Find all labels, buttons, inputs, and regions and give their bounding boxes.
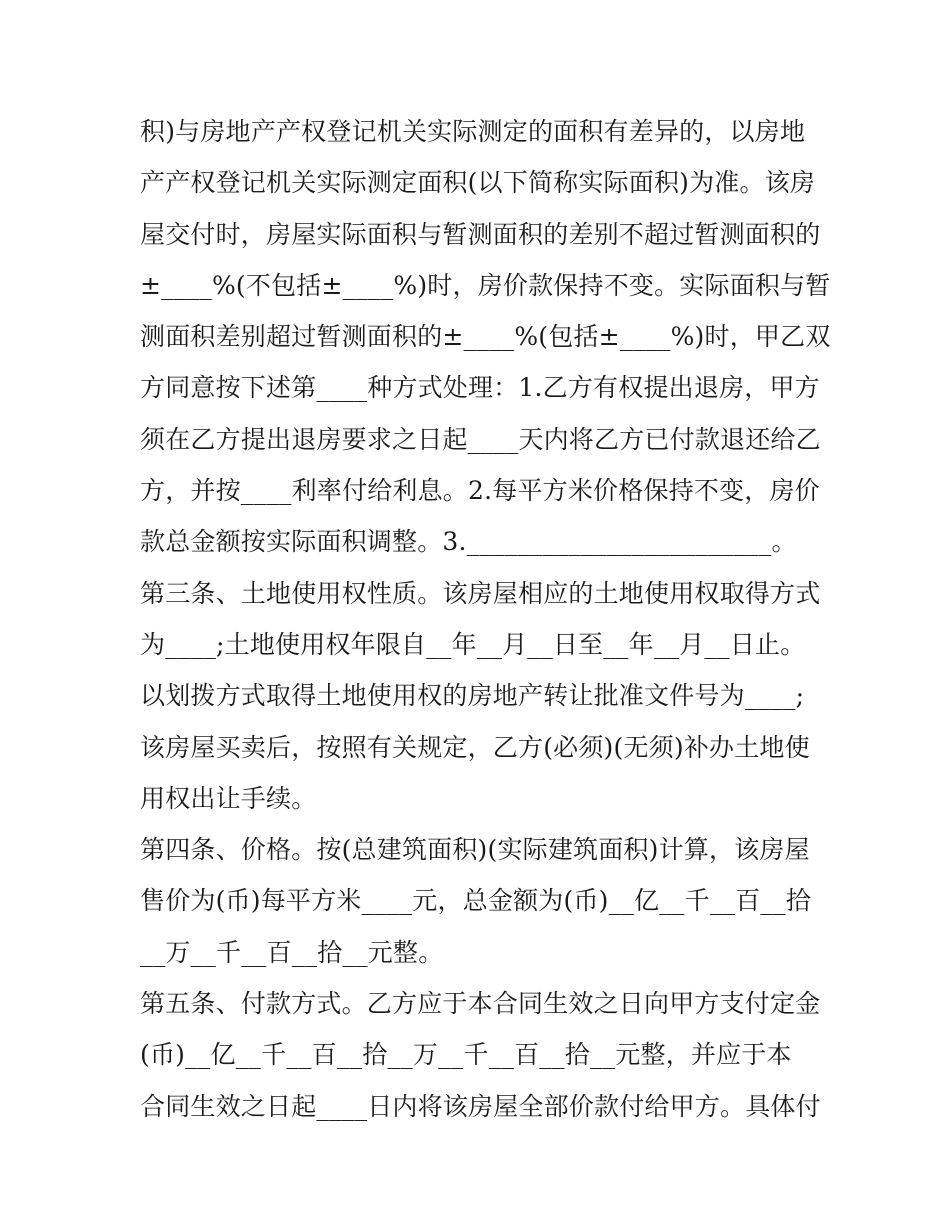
article-5-heading-line: 第五条、付款方式。乙方应于本合同生效之日向甲方支付定金 [140,989,821,1019]
text-line: 该房屋买卖后，按照有关规定，乙方(必须)(无须)补办土地使 [140,732,810,762]
text-line: 用权出让手续。 [140,783,317,813]
text-line: 合同生效之日起____日内将该房屋全部价款付给甲方。具体付 [140,1091,821,1121]
article-3-heading-line: 第三条、土地使用权性质。该房屋相应的土地使用权取得方式 [140,578,821,608]
text-line: 以划拨方式取得土地使用权的房地产转让批准文件号为____; [140,681,805,711]
article-4-heading-line: 第四条、价格。按(总建筑面积)(实际建筑面积)计算，该房屋 [140,835,810,865]
text-line: 产产权登记机关实际测定面积(以下简称实际面积)为准。该房 [140,168,816,198]
text-line: 积)与房地产产权登记机关实际测定的面积有差异的，以房地 [140,117,806,146]
text-line: 屋交付时，房屋实际面积与暂测面积的差别不超过暂测面积的 [140,219,821,249]
text-line: __万__千__百__拾__元整。 [140,937,444,967]
text-line: 须在乙方提出退房要求之日起____天内将乙方已付款退还给乙 [140,424,821,454]
text-line: 方同意按下述第____种方式处理：1.乙方有权提出退房，甲方 [140,373,820,403]
text-line: ±____%(不包括±____%)时，房价款保持不变。实际面积与暂 [140,270,831,300]
text-line: 售价为(币)每平方米____元，总金额为(币)__亿__千__百__拾 [140,886,812,916]
text-line: 款总金额按实际面积调整。3.________________________。 [140,527,797,557]
contract-body-text [140,106,831,1132]
text-line: 方，并按____利率付给利息。2.每平方米价格保持不变，房价 [140,476,820,506]
text-line: 为____;土地使用权年限自__年__月__日至__年__月__日止。 [140,629,806,659]
text-line: (币)__亿__千__百__拾__万__千__百__拾__元整，并应于本 [140,1040,792,1070]
text-line: 测面积差别超过暂测面积的±____%(包括±____%)时，甲乙双 [140,322,831,352]
